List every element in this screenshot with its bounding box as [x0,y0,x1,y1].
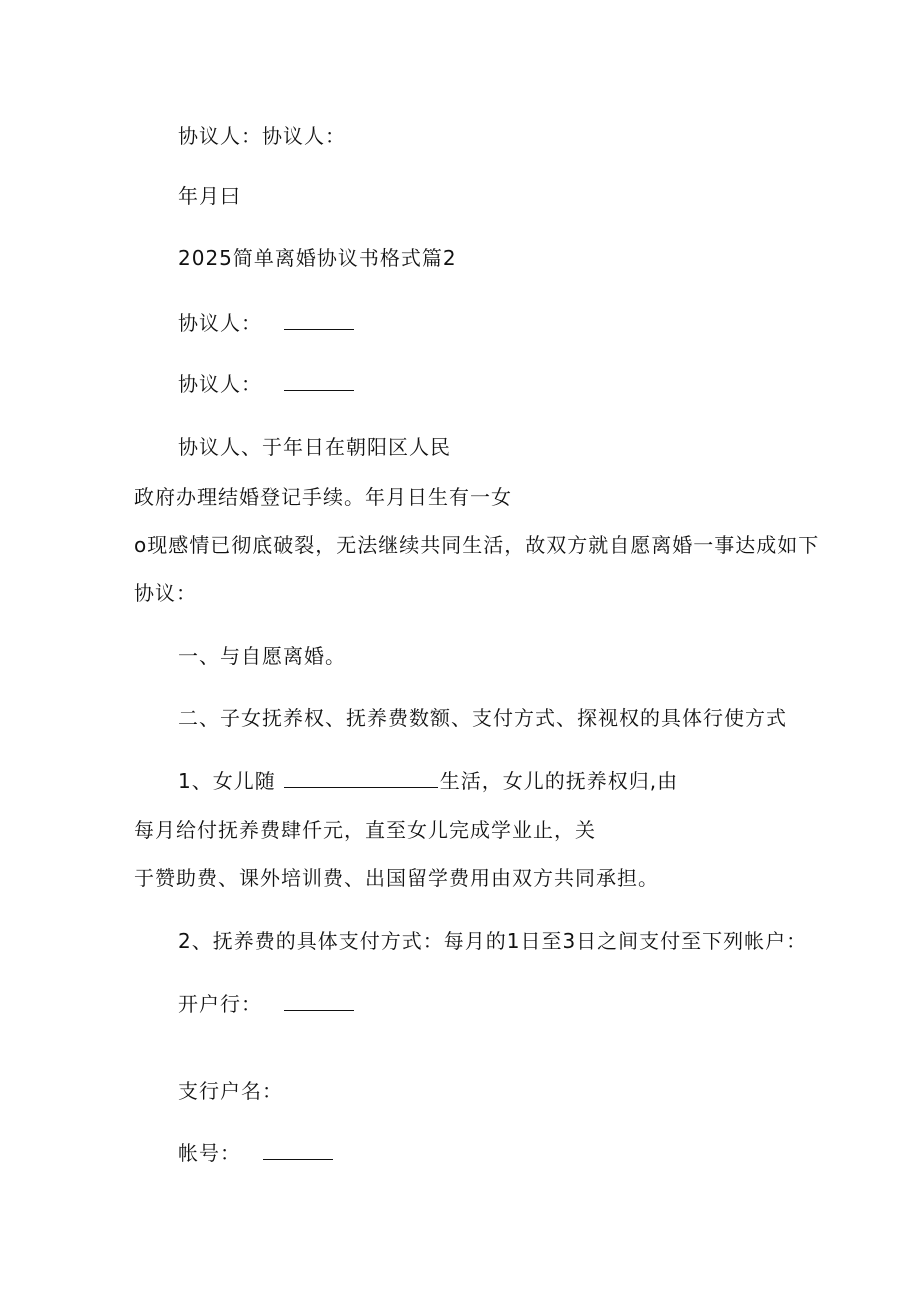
account-number-blank [263,1141,333,1160]
account-number-line [178,1141,333,1165]
item-two-line: 2、抚养费的具体支付方式：每月的1日至3日之间支付至下列帐户： [178,929,808,953]
item-one-suffix: 生活，女儿的抚养权归,由 [439,769,679,793]
paragraph-line: 于赞助费、课外培训费、出国留学费用由双方共同承担。 [134,866,659,890]
party-b-line [178,372,354,396]
paragraph-line: o现感情已彻底破裂，无法继续共同生活，故双方就自愿离婚一事达成如下 [134,533,820,557]
paragraph-line: 协议： [134,581,197,605]
item-one-line [178,769,678,793]
clause-two: 二、子女抚养权、抚养费数额、支付方式、探视权的具体行使方式 [178,706,787,730]
date-line: 年月曰 [178,184,241,208]
section-title: 2025简单离婚协议书格式篇2 [178,246,457,270]
item-one-prefix: 1、女儿随 [178,769,276,793]
party-b-label: 协议人： [178,372,262,396]
bank-blank [284,992,354,1011]
paragraph-line: 每月给付抚养费肆仟元，直至女儿完成学业止，关 [134,818,596,842]
clause-one: 一、与自愿离婚。 [178,644,346,668]
signatories-line: 协议人：协议人： [178,124,346,148]
custody-blank [284,769,438,788]
party-a-label: 协议人： [178,311,262,335]
account-name-line: 支行户名： [178,1079,283,1103]
account-number-label: 帐号： [178,1141,241,1165]
party-a-blank [284,311,354,330]
bank-label: 开户行： [178,992,262,1016]
paragraph-line: 协议人、于年日在朝阳区人民 [178,435,451,459]
party-b-blank [284,372,354,391]
paragraph-line: 政府办理结婚登记手续。年月日生有一女 [134,485,512,509]
bank-line [178,992,354,1016]
party-a-line [178,311,354,335]
